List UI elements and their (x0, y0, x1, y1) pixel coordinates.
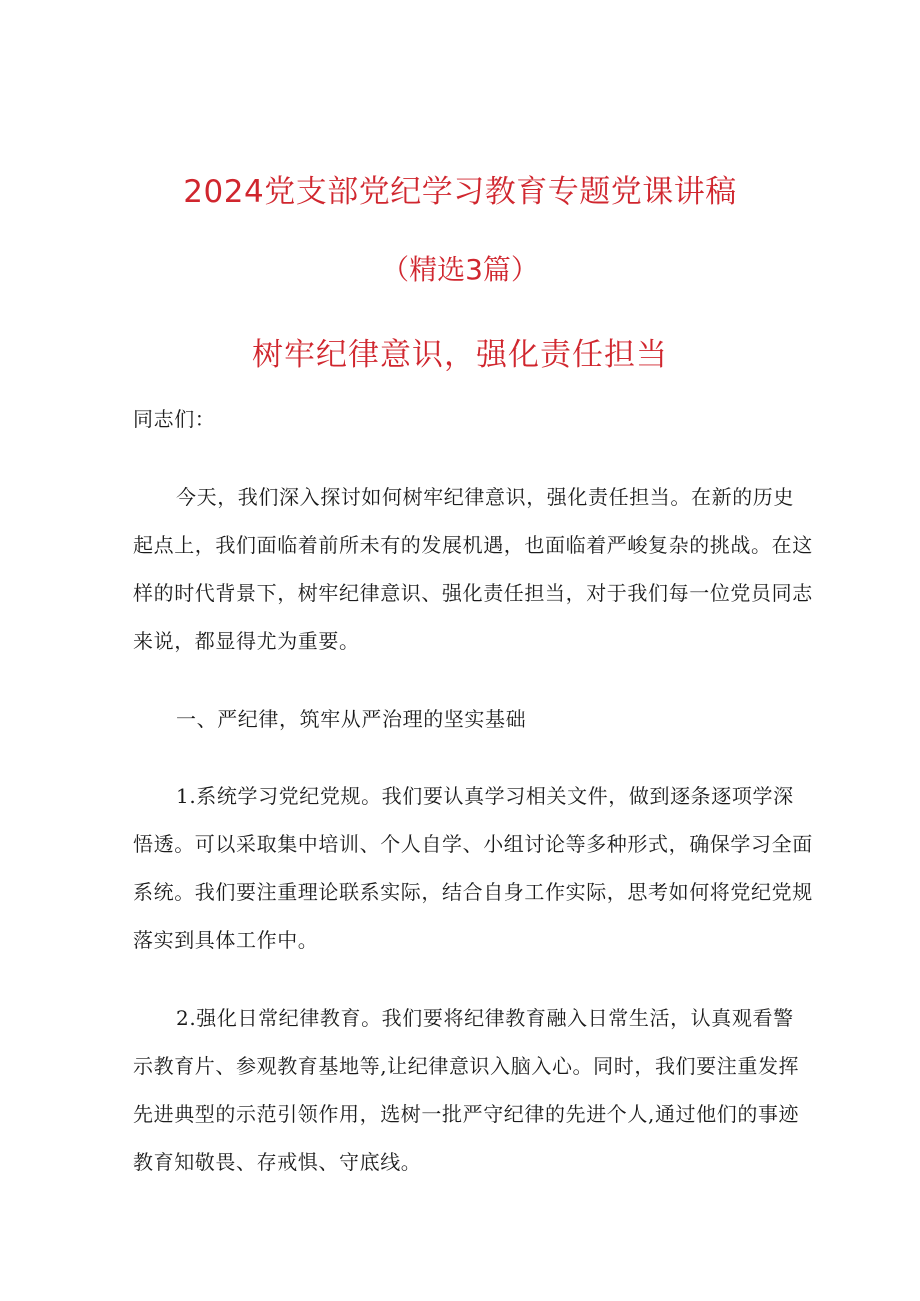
document-title: 2024党支部党纪学习教育专题党课讲稿 (183, 174, 737, 210)
section-heading: 树牢纪律意识，强化责任担当 (252, 337, 668, 373)
item2-line: 示教育片、参观教育基地等,让纪律意识入脑入心。同时，我们要注重发挥 (133, 1054, 800, 1078)
item1-line: 系统。我们要注重理论联系实际，结合自身工作实际，思考如何将党纪党规 (133, 880, 813, 904)
intro-line: 今天，我们深入探讨如何树牢纪律意识，强化责任担当。在新的历史 (176, 485, 794, 509)
item2-line: 教育知敬畏、存戒惧、守底线。 (133, 1150, 422, 1174)
item2-line: 2.强化日常纪律教育。我们要将纪律教育融入日常生活，认真观看警 (176, 1006, 794, 1030)
salutation: 同志们： (133, 407, 216, 431)
intro-line: 样的时代背景下，树牢纪律意识、强化责任担当，对于我们每一位党员同志 (133, 581, 813, 605)
document-subtitle: （精选3篇） (381, 253, 539, 286)
item1-line: 悟透。可以采取集中培训、个人自学、小组讨论等多种形式，确保学习全面 (133, 832, 813, 856)
item2-line: 先进典型的示范引领作用，选树一批严守纪律的先进个人,通过他们的事迹 (133, 1102, 800, 1126)
item1-line: 落实到具体工作中。 (133, 928, 319, 952)
intro-line: 来说，都显得尤为重要。 (133, 629, 360, 653)
item1-line: 1.系统学习党纪党规。我们要认真学习相关文件，做到逐条逐项学深 (176, 784, 794, 808)
section-title: 一、严纪律，筑牢从严治理的坚实基础 (176, 707, 527, 731)
intro-line: 起点上，我们面临着前所未有的发展机遇，也面临着严峻复杂的挑战。在这 (133, 533, 813, 557)
